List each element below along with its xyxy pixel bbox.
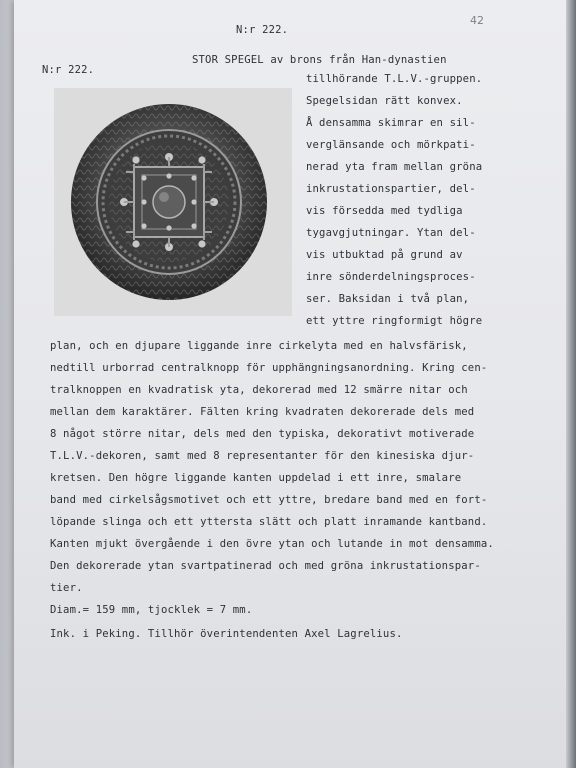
bronze-mirror-image <box>54 88 292 316</box>
text-line: löpande slinga och ett yttersta slätt och platt inramande kantband. <box>50 516 488 528</box>
text-line: inkrustationspartier, del- <box>306 183 476 195</box>
provenance: Ink. i Peking. Tillhör överintendenten Axel Lagrelius. <box>50 628 403 640</box>
text-line: Spegelsidan rätt konvex. <box>306 95 463 107</box>
text-line: plan, och en djupare liggande inre cirkelyta med en halvsfärisk, <box>50 340 468 352</box>
header-number: N:r 222. <box>236 24 289 36</box>
text-line: tier. <box>50 582 83 594</box>
text-line: band med cirkelsågsmotivet och ett yttre, bredare band med en fort- <box>50 494 488 506</box>
text-line: kretsen. Den högre liggande kanten uppdelad i ett inre, smalare <box>50 472 462 484</box>
text-line: Kanten mjukt övergående i den övre ytan och lutande in mot densamma. <box>50 538 494 550</box>
text-line: ett yttre ringformigt högre <box>306 315 483 327</box>
text-line: T.L.V.-dekoren, samt med 8 representanter för den kinesiska djur- <box>50 450 475 462</box>
text-line: STOR SPEGEL av brons från Han-dynastien <box>192 54 447 66</box>
text-line: tygavgjutningar. Ytan del- <box>306 227 476 239</box>
page-edge-shadow <box>566 0 576 768</box>
text-line: Den dekorerade ytan svartpatinerad och med gröna inkrustationspar- <box>50 560 481 572</box>
text-line: tralknoppen en kvadratisk yta, dekorerad med 12 smärre nitar och <box>50 384 468 396</box>
text-line: vis försedda med tydliga <box>306 205 463 217</box>
text-line: nerad yta fram mellan gröna <box>306 161 483 173</box>
text-line: nedtill urborrad centralknopp för upphängningsanordning. Kring cen- <box>50 362 488 374</box>
text-line: vis utbuktad på grund av <box>306 249 463 261</box>
side-number: N:r 222. <box>42 64 95 76</box>
measurements: Diam.= 159 mm, tjocklek = 7 mm. <box>50 604 253 616</box>
text-line: ser. Baksidan i två plan, <box>306 293 470 305</box>
text-line: 8 något större nitar, dels med den typiska, dekorativt motiverade <box>50 428 475 440</box>
page-number: 42 <box>470 14 484 27</box>
text-line: mellan dem karaktärer. Fälten kring kvadraten dekorerade dels med <box>50 406 475 418</box>
text-line: tillhörande T.L.V.-gruppen. <box>306 73 483 85</box>
text-line: inre sönderdelningsproces- <box>306 271 476 283</box>
mirror-photo <box>54 88 292 316</box>
text-line: Å densamma skimrar en sil- <box>306 117 476 129</box>
text-line: verglänsande och mörkpati- <box>306 139 476 151</box>
